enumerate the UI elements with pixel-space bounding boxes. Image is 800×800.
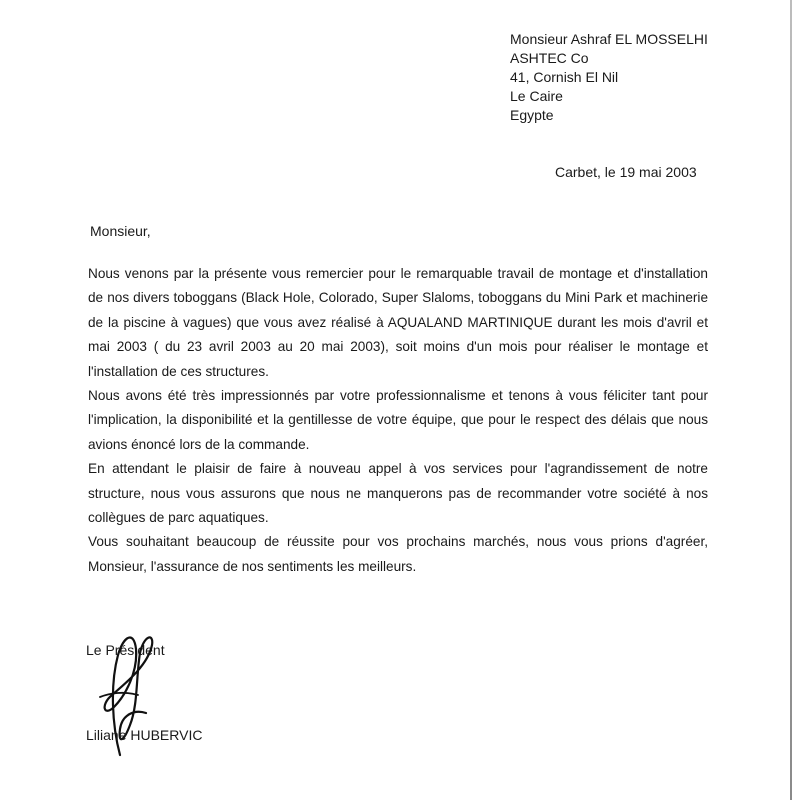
recipient-address bbox=[510, 30, 708, 125]
body-paragraph: Nous avons été très impressionnés par votre professionnalisme et tenons à vous féliciter tant pour l'implication, la disponibilité et la gentillesse de votre équipe, que pour le respect des délais que nous avions énoncé lors de la commande. bbox=[88, 388, 708, 452]
recipient-line: Monsieur Ashraf EL MOSSELHI bbox=[510, 31, 708, 47]
body-paragraph: Nous venons par la présente vous remercier pour le remarquable travail de montage et d'installation de nos divers toboggans (Black Hole, Colorado, Super Slaloms, toboggans du Mini Park et machinerie de la piscine à vagues) que vous avez réalisé à AQUALAND MARTINIQUE durant les mois d'avril et mai 2003 ( du 23 avril 2003 au 20 mai 2003), soit moins d'un mois pour réaliser le montage et l'installation de ces structures. bbox=[88, 266, 708, 379]
closing-title: Le Président bbox=[86, 642, 165, 658]
page-edge bbox=[790, 0, 792, 800]
body-paragraph: Vous souhaitant beaucoup de réussite pour vos prochains marchés, nous vous prions d'agréer, Monsieur, l'assurance de nos sentiments les meilleurs. bbox=[88, 534, 708, 574]
recipient-line: Le Caire bbox=[510, 88, 563, 104]
recipient-line: 41, Cornish El Nil bbox=[510, 69, 619, 85]
date-line: Carbet, le 19 mai 2003 bbox=[555, 164, 697, 180]
letter-body bbox=[88, 262, 708, 579]
recipient-line: Egypte bbox=[510, 107, 554, 123]
handwritten-signature bbox=[90, 625, 170, 765]
recipient-line: ASHTEC Co bbox=[510, 50, 589, 66]
signatory-name: Liliane HUBERVIC bbox=[86, 727, 203, 743]
salutation: Monsieur, bbox=[90, 223, 151, 239]
body-paragraph: En attendant le plaisir de faire à nouveau appel à vos services pour l'agrandissement de notre structure, nous vous assurons que nous ne manquerons pas de recommander votre société à nos collègues de parc aquatiques. bbox=[88, 461, 708, 526]
